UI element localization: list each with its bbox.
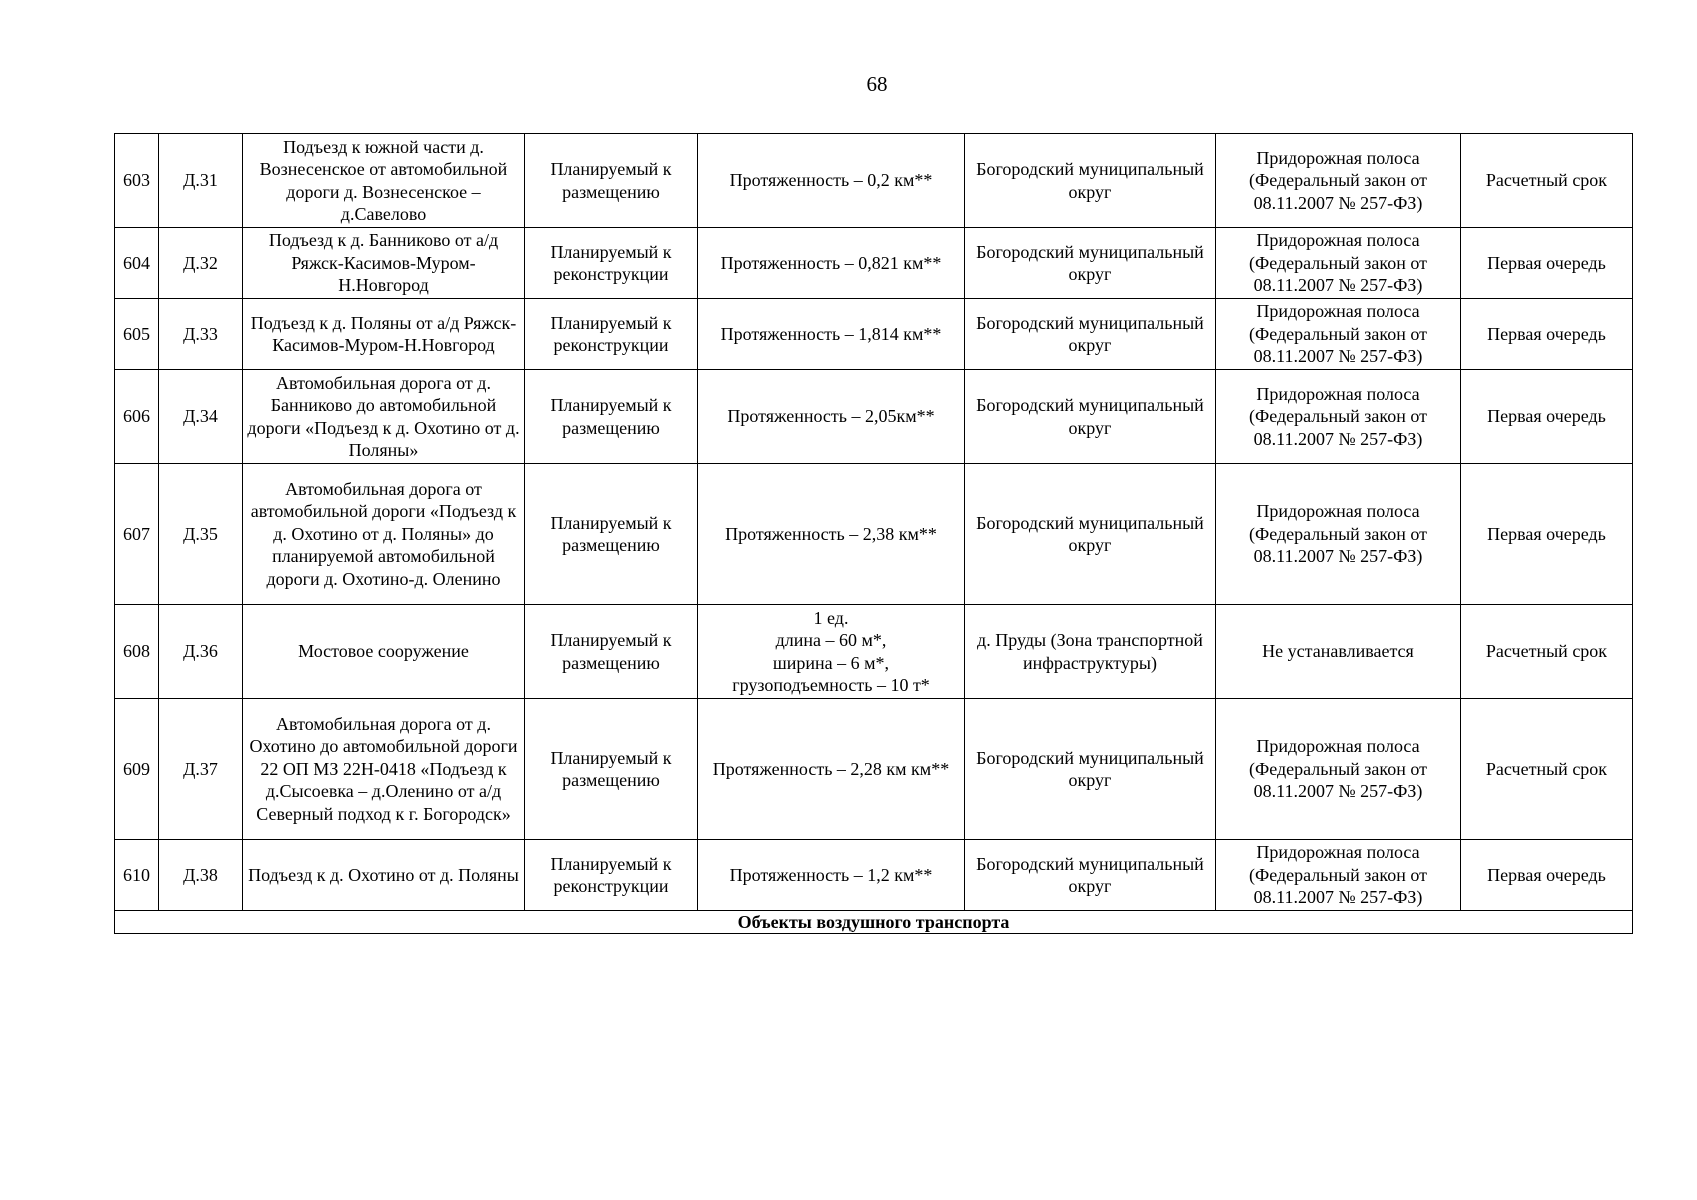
object-characteristics: Протяженность – 1,814 км** [698, 299, 965, 370]
object-term: Первая очередь [1461, 228, 1633, 299]
object-name: Автомобильная дорога от автомобильной дороги «Подъезд к д. Охотино от д. Поляны» до планируемой автомобильной дороги д. Охотино-д. Оленино [243, 464, 525, 605]
object-code: Д.31 [159, 134, 243, 228]
object-characteristics: Протяженность – 0,821 км** [698, 228, 965, 299]
object-characteristics: Протяженность – 0,2 км** [698, 134, 965, 228]
object-location: Богородский муниципальный округ [965, 134, 1216, 228]
object-term: Первая очередь [1461, 299, 1633, 370]
row-number: 603 [115, 134, 159, 228]
object-zone: Придорожная полоса (Федеральный закон от 08.11.2007 № 257-ФЗ) [1216, 464, 1461, 605]
object-code: Д.37 [159, 699, 243, 840]
row-number: 606 [115, 370, 159, 464]
table-row [115, 299, 1633, 370]
object-name: Подъезд к южной части д. Вознесенское от автомобильной дороги д. Вознесенское – д.Савелово [243, 134, 525, 228]
object-term: Расчетный срок [1461, 605, 1633, 699]
object-status: Планируемый к реконструкции [525, 840, 698, 911]
object-name: Автомобильная дорога от д. Банниково до автомобильной дороги «Подъезд к д. Охотино от д. Поляны» [243, 370, 525, 464]
object-status: Планируемый к размещению [525, 370, 698, 464]
object-zone: Придорожная полоса (Федеральный закон от 08.11.2007 № 257-ФЗ) [1216, 299, 1461, 370]
object-term: Расчетный срок [1461, 699, 1633, 840]
object-location: Богородский муниципальный округ [965, 464, 1216, 605]
object-location: д. Пруды (Зона транспортной инфраструктуры) [965, 605, 1216, 699]
object-location: Богородский муниципальный округ [965, 299, 1216, 370]
object-code: Д.35 [159, 464, 243, 605]
object-zone: Придорожная полоса (Федеральный закон от 08.11.2007 № 257-ФЗ) [1216, 840, 1461, 911]
object-characteristics: Протяженность – 2,28 км км** [698, 699, 965, 840]
object-characteristics: 1 ед. длина – 60 м*, ширина – 6 м*, грузоподъемность – 10 т* [698, 605, 965, 699]
object-term: Первая очередь [1461, 840, 1633, 911]
row-number: 605 [115, 299, 159, 370]
table-row [115, 370, 1633, 464]
object-name: Подъезд к д. Охотино от д. Поляны [243, 840, 525, 911]
object-name: Подъезд к д. Банниково от а/д Ряжск-Касимов-Муром-Н.Новгород [243, 228, 525, 299]
object-zone: Придорожная полоса (Федеральный закон от 08.11.2007 № 257-ФЗ) [1216, 370, 1461, 464]
table-row [115, 464, 1633, 605]
section-title: Объекты воздушного транспорта [115, 911, 1633, 934]
object-status: Планируемый к реконструкции [525, 228, 698, 299]
table-row [115, 228, 1633, 299]
object-characteristics: Протяженность – 1,2 км** [698, 840, 965, 911]
object-term: Первая очередь [1461, 370, 1633, 464]
object-name: Подъезд к д. Поляны от а/д Ряжск-Касимов-Муром-Н.Новгород [243, 299, 525, 370]
table-row [115, 134, 1633, 228]
object-characteristics: Протяженность – 2,05км** [698, 370, 965, 464]
object-zone: Придорожная полоса (Федеральный закон от 08.11.2007 № 257-ФЗ) [1216, 228, 1461, 299]
object-code: Д.33 [159, 299, 243, 370]
table-row [115, 699, 1633, 840]
object-location: Богородский муниципальный округ [965, 370, 1216, 464]
object-location: Богородский муниципальный округ [965, 699, 1216, 840]
row-number: 607 [115, 464, 159, 605]
table-row [115, 605, 1633, 699]
object-term: Первая очередь [1461, 464, 1633, 605]
object-status: Планируемый к размещению [525, 464, 698, 605]
object-name: Мостовое сооружение [243, 605, 525, 699]
row-number: 608 [115, 605, 159, 699]
object-location: Богородский муниципальный округ [965, 840, 1216, 911]
section-header-row [115, 911, 1633, 934]
object-status: Планируемый к реконструкции [525, 299, 698, 370]
object-status: Планируемый к размещению [525, 605, 698, 699]
row-number: 610 [115, 840, 159, 911]
object-status: Планируемый к размещению [525, 134, 698, 228]
objects-table [114, 133, 1633, 934]
row-number: 604 [115, 228, 159, 299]
object-location: Богородский муниципальный округ [965, 228, 1216, 299]
object-code: Д.32 [159, 228, 243, 299]
object-code: Д.36 [159, 605, 243, 699]
object-code: Д.38 [159, 840, 243, 911]
object-zone: Придорожная полоса (Федеральный закон от 08.11.2007 № 257-ФЗ) [1216, 134, 1461, 228]
object-zone: Придорожная полоса (Федеральный закон от 08.11.2007 № 257-ФЗ) [1216, 699, 1461, 840]
object-code: Д.34 [159, 370, 243, 464]
object-term: Расчетный срок [1461, 134, 1633, 228]
row-number: 609 [115, 699, 159, 840]
page-number: 68 [866, 72, 888, 96]
object-name: Автомобильная дорога от д. Охотино до автомобильной дороги 22 ОП МЗ 22Н-0418 «Подъезд к д.Сысоевка – д.Оленино от а/д Северный подход к г. Богородск» [243, 699, 525, 840]
table-row [115, 840, 1633, 911]
object-zone: Не устанавливается [1216, 605, 1461, 699]
object-characteristics: Протяженность – 2,38 км** [698, 464, 965, 605]
object-status: Планируемый к размещению [525, 699, 698, 840]
